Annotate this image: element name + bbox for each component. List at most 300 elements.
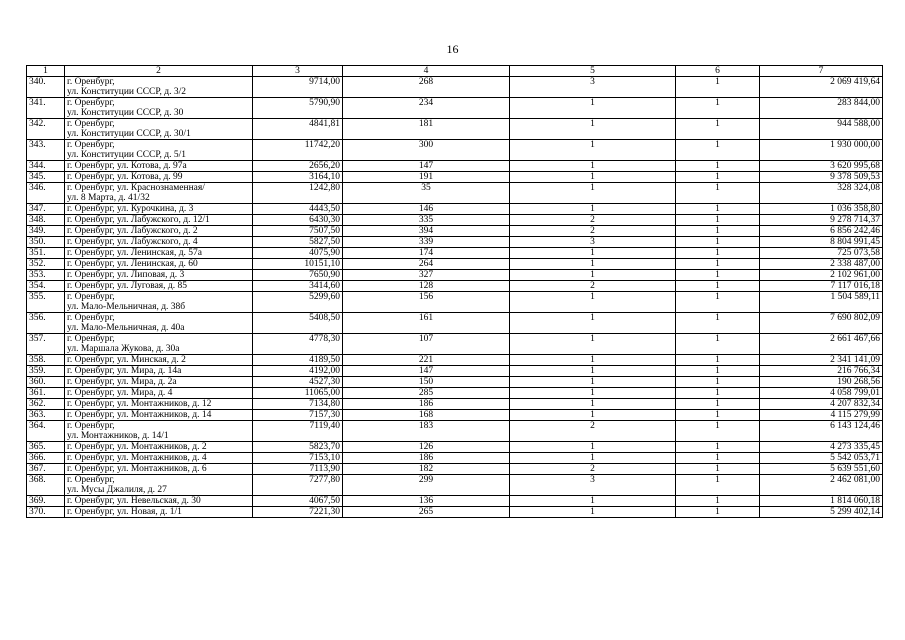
cost-cell: 4 273 335,45 (760, 442, 883, 453)
column-6-cell: 1 (676, 119, 760, 140)
cost-cell: 725 073,58 (760, 248, 883, 259)
residents-cell: 186 (343, 453, 510, 464)
address-cell (65, 399, 253, 410)
residents-cell: 182 (343, 464, 510, 475)
cost-cell: 3 620 995,68 (760, 161, 883, 172)
column-6-cell: 1 (676, 366, 760, 377)
column-6-cell: 1 (676, 281, 760, 292)
address-line: г. Оренбург, ул. Краснознаменная/ (67, 183, 205, 193)
residents-cell: 234 (343, 98, 510, 119)
header-cell: 4 (343, 66, 510, 77)
table-row (27, 77, 883, 98)
area-cell: 7507,50 (253, 226, 343, 237)
address-cell (65, 496, 253, 507)
address-line: ул. Конституции СССР, д. 3/2 (67, 87, 186, 97)
column-5-cell: 1 (510, 399, 676, 410)
column-6-cell: 1 (676, 388, 760, 399)
address-line: г. Оренбург, (67, 421, 115, 431)
row-number-cell: 369. (27, 496, 65, 507)
address-line: г. Оренбург, ул. Монтажников, д. 6 (67, 464, 207, 474)
area-cell: 4443,50 (253, 204, 343, 215)
address-line: г. Оренбург, (67, 77, 115, 87)
row-number-cell: 348. (27, 215, 65, 226)
area-cell: 4841,81 (253, 119, 343, 140)
column-5-cell: 1 (510, 292, 676, 313)
address-line: г. Оренбург, ул. Курочкина, д. 3 (67, 204, 194, 214)
area-cell: 6430,30 (253, 215, 343, 226)
table-row (27, 98, 883, 119)
cost-cell: 5 542 053,71 (760, 453, 883, 464)
column-6-cell: 1 (676, 421, 760, 442)
column-5-cell: 2 (510, 215, 676, 226)
residents-cell: 191 (343, 172, 510, 183)
table-row (27, 388, 883, 399)
residents-cell: 136 (343, 496, 510, 507)
cost-cell: 9 378 509,53 (760, 172, 883, 183)
residents-cell: 285 (343, 388, 510, 399)
address-line: ул. 8 Марта, д. 41/32 (67, 193, 150, 203)
area-cell: 7113,90 (253, 464, 343, 475)
column-6-cell: 1 (676, 496, 760, 507)
column-5-cell: 1 (510, 496, 676, 507)
column-5-cell: 1 (510, 507, 676, 518)
address-cell (65, 507, 253, 518)
header-cell: 3 (253, 66, 343, 77)
header-cell: 5 (510, 66, 676, 77)
address-line: г. Оренбург, ул. Мира, д. 4 (67, 388, 173, 398)
cost-cell: 1 504 589,11 (760, 292, 883, 313)
area-cell: 4189,50 (253, 355, 343, 366)
cost-cell: 2 462 081,00 (760, 475, 883, 496)
address-line: г. Оренбург, ул. Лабужского, д. 12/1 (67, 215, 210, 225)
residents-cell: 221 (343, 355, 510, 366)
address-line: г. Оренбург, ул. Луговая, д. 85 (67, 281, 188, 291)
address-line: ул. Конституции СССР, д. 30 (67, 108, 184, 118)
area-cell: 11065,00 (253, 388, 343, 399)
table-row (27, 453, 883, 464)
column-6-cell: 1 (676, 453, 760, 464)
cost-cell: 4 115 279,99 (760, 410, 883, 421)
address-cell (65, 421, 253, 442)
header-cell: 1 (27, 66, 65, 77)
area-cell: 2656,20 (253, 161, 343, 172)
cost-cell: 2 661 467,66 (760, 334, 883, 355)
cost-cell: 6 856 242,46 (760, 226, 883, 237)
area-cell: 7119,40 (253, 421, 343, 442)
address-line: г. Оренбург, (67, 292, 115, 302)
cost-cell: 328 324,08 (760, 183, 883, 204)
address-line: г. Оренбург, ул. Лабужского, д. 2 (67, 226, 198, 236)
column-6-cell: 1 (676, 507, 760, 518)
address-line: г. Оренбург, ул. Котова, д. 97а (67, 161, 187, 171)
address-cell (65, 366, 253, 377)
row-number-cell: 350. (27, 237, 65, 248)
cost-cell: 4 207 832,34 (760, 399, 883, 410)
address-cell (65, 248, 253, 259)
address-line: г. Оренбург, ул. Ленинская, д. 60 (67, 259, 198, 269)
table-row (27, 355, 883, 366)
address-cell (65, 119, 253, 140)
column-6-cell: 1 (676, 204, 760, 215)
table-row (27, 313, 883, 334)
residents-cell: 265 (343, 507, 510, 518)
address-line: г. Оренбург, ул. Монтажников, д. 2 (67, 442, 207, 452)
address-cell (65, 475, 253, 496)
area-cell: 9714,00 (253, 77, 343, 98)
table-row (27, 281, 883, 292)
address-line: ул. Мало-Мельничная, д. 38б (67, 302, 186, 312)
address-line: ул. Маршала Жукова, д. 30а (67, 344, 180, 354)
column-5-cell: 2 (510, 281, 676, 292)
residents-cell: 150 (343, 377, 510, 388)
column-6-cell: 1 (676, 355, 760, 366)
page-number: 16 (446, 42, 459, 56)
row-number-cell: 361. (27, 388, 65, 399)
area-cell: 3164,10 (253, 172, 343, 183)
area-cell: 7157,30 (253, 410, 343, 421)
row-number-cell: 366. (27, 453, 65, 464)
address-cell (65, 270, 253, 281)
column-5-cell: 3 (510, 475, 676, 496)
header-cell: 2 (65, 66, 253, 77)
column-6-cell: 1 (676, 237, 760, 248)
residents-cell: 268 (343, 77, 510, 98)
area-cell: 7153,10 (253, 453, 343, 464)
row-number-cell: 342. (27, 119, 65, 140)
column-6-cell: 1 (676, 399, 760, 410)
address-line: г. Оренбург, ул. Котова, д. 99 (67, 172, 183, 182)
table-row (27, 183, 883, 204)
row-number-cell: 343. (27, 140, 65, 161)
address-cell (65, 226, 253, 237)
residents-cell: 264 (343, 259, 510, 270)
residents-cell: 128 (343, 281, 510, 292)
column-5-cell: 3 (510, 237, 676, 248)
address-line: г. Оренбург, ул. Лабужского, д. 4 (67, 237, 198, 247)
header-cell: 6 (676, 66, 760, 77)
area-cell: 4067,50 (253, 496, 343, 507)
column-5-cell: 1 (510, 453, 676, 464)
address-cell (65, 410, 253, 421)
row-number-cell: 370. (27, 507, 65, 518)
column-6-cell: 1 (676, 215, 760, 226)
address-line: ул. Конституции СССР, д. 5/1 (67, 150, 186, 160)
address-cell (65, 388, 253, 399)
area-cell: 5299,60 (253, 292, 343, 313)
address-cell (65, 183, 253, 204)
column-5-cell: 1 (510, 98, 676, 119)
row-number-cell: 349. (27, 226, 65, 237)
cost-cell: 1 814 060,18 (760, 496, 883, 507)
residents-cell: 161 (343, 313, 510, 334)
address-cell (65, 172, 253, 183)
table-row (27, 399, 883, 410)
table-row (27, 464, 883, 475)
address-cell (65, 464, 253, 475)
row-number-cell: 362. (27, 399, 65, 410)
area-cell: 3414,60 (253, 281, 343, 292)
cost-cell: 7 690 802,09 (760, 313, 883, 334)
area-cell: 4527,30 (253, 377, 343, 388)
residents-cell: 174 (343, 248, 510, 259)
column-5-cell: 1 (510, 140, 676, 161)
address-line: г. Оренбург, ул. Монтажников, д. 12 (67, 399, 212, 409)
address-cell (65, 355, 253, 366)
row-number-cell: 364. (27, 421, 65, 442)
area-cell: 7277,80 (253, 475, 343, 496)
area-cell: 5827,50 (253, 237, 343, 248)
residents-cell: 335 (343, 215, 510, 226)
table-row (27, 410, 883, 421)
column-5-cell: 2 (510, 421, 676, 442)
cost-cell: 7 117 016,18 (760, 281, 883, 292)
residents-cell: 394 (343, 226, 510, 237)
address-cell (65, 453, 253, 464)
column-6-cell: 1 (676, 475, 760, 496)
address-cell (65, 140, 253, 161)
cost-cell: 9 278 714,37 (760, 215, 883, 226)
cost-cell: 1 036 358,80 (760, 204, 883, 215)
address-cell (65, 377, 253, 388)
cost-cell: 2 338 487,00 (760, 259, 883, 270)
area-cell: 7134,80 (253, 399, 343, 410)
address-cell (65, 313, 253, 334)
address-cell (65, 281, 253, 292)
column-5-cell: 1 (510, 388, 676, 399)
address-line: г. Оренбург, ул. Невельская, д. 30 (67, 496, 201, 506)
column-5-cell: 1 (510, 355, 676, 366)
address-line: г. Оренбург, (67, 313, 115, 323)
row-number-cell: 346. (27, 183, 65, 204)
row-number-cell: 353. (27, 270, 65, 281)
address-cell (65, 442, 253, 453)
area-cell: 5790,90 (253, 98, 343, 119)
area-cell: 7221,30 (253, 507, 343, 518)
header-cell: 7 (760, 66, 883, 77)
table-row (27, 119, 883, 140)
cost-cell: 5 299 402,14 (760, 507, 883, 518)
column-6-cell: 1 (676, 183, 760, 204)
cost-cell: 5 639 551,60 (760, 464, 883, 475)
column-6-cell: 1 (676, 259, 760, 270)
address-line: ул. Монтажников, д. 14/1 (67, 431, 169, 441)
residents-cell: 126 (343, 442, 510, 453)
row-number-cell: 351. (27, 248, 65, 259)
address-line: г. Оренбург, ул. Монтажников, д. 14 (67, 410, 212, 420)
address-line: г. Оренбург, (67, 334, 115, 344)
table-row (27, 507, 883, 518)
column-6-cell: 1 (676, 313, 760, 334)
cost-cell: 1 930 000,00 (760, 140, 883, 161)
residents-cell: 299 (343, 475, 510, 496)
table-row (27, 496, 883, 507)
column-5-cell: 1 (510, 270, 676, 281)
row-number-cell: 355. (27, 292, 65, 313)
row-number-cell: 363. (27, 410, 65, 421)
residents-cell: 339 (343, 237, 510, 248)
cost-cell: 6 143 124,46 (760, 421, 883, 442)
cost-cell: 4 058 799,01 (760, 388, 883, 399)
address-cell (65, 292, 253, 313)
column-5-cell: 1 (510, 410, 676, 421)
table-row (27, 259, 883, 270)
column-5-cell: 1 (510, 204, 676, 215)
table-row (27, 140, 883, 161)
table-row (27, 377, 883, 388)
row-number-cell: 360. (27, 377, 65, 388)
cost-cell: 283 844,00 (760, 98, 883, 119)
address-cell (65, 161, 253, 172)
address-line: г. Оренбург, ул. Мира, д. 14а (67, 366, 182, 376)
column-6-cell: 1 (676, 98, 760, 119)
area-cell: 4192,00 (253, 366, 343, 377)
address-line: г. Оренбург, ул. Мира, д. 2а (67, 377, 177, 387)
column-5-cell: 1 (510, 259, 676, 270)
row-number-cell: 341. (27, 98, 65, 119)
residents-cell: 156 (343, 292, 510, 313)
cost-cell: 2 069 419,64 (760, 77, 883, 98)
table-row (27, 421, 883, 442)
address-line: г. Оренбург, ул. Липовая, д. 3 (67, 270, 185, 280)
address-cell (65, 237, 253, 248)
address-line: г. Оренбург, (67, 475, 115, 485)
column-6-cell: 1 (676, 377, 760, 388)
cost-cell: 8 804 991,45 (760, 237, 883, 248)
row-number-cell: 365. (27, 442, 65, 453)
table-row (27, 226, 883, 237)
residents-cell: 168 (343, 410, 510, 421)
cost-cell: 216 766,34 (760, 366, 883, 377)
column-5-cell: 2 (510, 226, 676, 237)
column-5-cell: 3 (510, 77, 676, 98)
column-5-cell: 1 (510, 183, 676, 204)
residents-cell: 147 (343, 161, 510, 172)
column-6-cell: 1 (676, 464, 760, 475)
address-line: г. Оренбург, ул. Минская, д. 2 (67, 355, 186, 365)
address-cell (65, 334, 253, 355)
column-5-cell: 1 (510, 334, 676, 355)
column-5-cell: 1 (510, 313, 676, 334)
table-row (27, 334, 883, 355)
column-6-cell: 1 (676, 172, 760, 183)
column-6-cell: 1 (676, 77, 760, 98)
row-number-cell: 367. (27, 464, 65, 475)
address-line: г. Оренбург, ул. Ленинская, д. 57а (67, 248, 203, 258)
area-cell: 1242,80 (253, 183, 343, 204)
address-line: г. Оренбург, ул. Монтажников, д. 4 (67, 453, 207, 463)
column-5-cell: 1 (510, 377, 676, 388)
table-row (27, 161, 883, 172)
residents-cell: 183 (343, 421, 510, 442)
column-6-cell: 1 (676, 140, 760, 161)
address-line: ул. Мало-Мельничная, д. 40а (67, 323, 185, 333)
column-5-cell: 2 (510, 464, 676, 475)
address-cell (65, 259, 253, 270)
area-cell: 5823,70 (253, 442, 343, 453)
residents-cell: 327 (343, 270, 510, 281)
column-5-cell: 1 (510, 442, 676, 453)
column-6-cell: 1 (676, 270, 760, 281)
header-row (27, 66, 883, 77)
address-cell (65, 77, 253, 98)
area-cell: 11742,20 (253, 140, 343, 161)
table-row (27, 172, 883, 183)
table-row (27, 204, 883, 215)
row-number-cell: 344. (27, 161, 65, 172)
residents-cell: 146 (343, 204, 510, 215)
row-number-cell: 352. (27, 259, 65, 270)
row-number-cell: 368. (27, 475, 65, 496)
cost-cell: 944 588,00 (760, 119, 883, 140)
address-line: ул. Мусы Джалиля, д. 27 (67, 485, 167, 495)
column-6-cell: 1 (676, 410, 760, 421)
column-6-cell: 1 (676, 334, 760, 355)
table-body (27, 77, 883, 518)
area-cell: 10151,10 (253, 259, 343, 270)
residents-cell: 107 (343, 334, 510, 355)
table-row (27, 270, 883, 281)
address-cell (65, 215, 253, 226)
row-number-cell: 340. (27, 77, 65, 98)
cost-cell: 2 102 961,00 (760, 270, 883, 281)
row-number-cell: 354. (27, 281, 65, 292)
column-6-cell: 1 (676, 248, 760, 259)
area-cell: 7650,90 (253, 270, 343, 281)
cost-cell: 190 268,56 (760, 377, 883, 388)
row-number-cell: 347. (27, 204, 65, 215)
residents-cell: 147 (343, 366, 510, 377)
row-number-cell: 356. (27, 313, 65, 334)
address-line: г. Оренбург, (67, 140, 115, 150)
address-line: ул. Конституции СССР, д. 30/1 (67, 129, 191, 139)
residents-cell: 35 (343, 183, 510, 204)
residents-cell: 186 (343, 399, 510, 410)
residents-cell: 181 (343, 119, 510, 140)
address-line: г. Оренбург, ул. Новая, д. 1/1 (67, 507, 182, 517)
area-cell: 4778,30 (253, 334, 343, 355)
row-number-cell: 358. (27, 355, 65, 366)
column-6-cell: 1 (676, 226, 760, 237)
column-5-cell: 1 (510, 172, 676, 183)
table-row (27, 366, 883, 377)
table-row (27, 442, 883, 453)
column-6-cell: 1 (676, 292, 760, 313)
housing-register-table (26, 65, 883, 518)
cost-cell: 2 341 141,09 (760, 355, 883, 366)
table-row (27, 475, 883, 496)
table-row (27, 248, 883, 259)
address-line: г. Оренбург, (67, 119, 115, 129)
column-5-cell: 1 (510, 161, 676, 172)
table-row (27, 215, 883, 226)
address-cell (65, 204, 253, 215)
column-6-cell: 1 (676, 161, 760, 172)
area-cell: 5408,50 (253, 313, 343, 334)
row-number-cell: 359. (27, 366, 65, 377)
residents-cell: 300 (343, 140, 510, 161)
row-number-cell: 345. (27, 172, 65, 183)
column-5-cell: 1 (510, 248, 676, 259)
column-5-cell: 1 (510, 119, 676, 140)
address-cell (65, 98, 253, 119)
column-5-cell: 1 (510, 366, 676, 377)
address-line: г. Оренбург, (67, 98, 115, 108)
column-6-cell: 1 (676, 442, 760, 453)
row-number-cell: 357. (27, 334, 65, 355)
area-cell: 4075,90 (253, 248, 343, 259)
table-row (27, 237, 883, 248)
table-row (27, 292, 883, 313)
